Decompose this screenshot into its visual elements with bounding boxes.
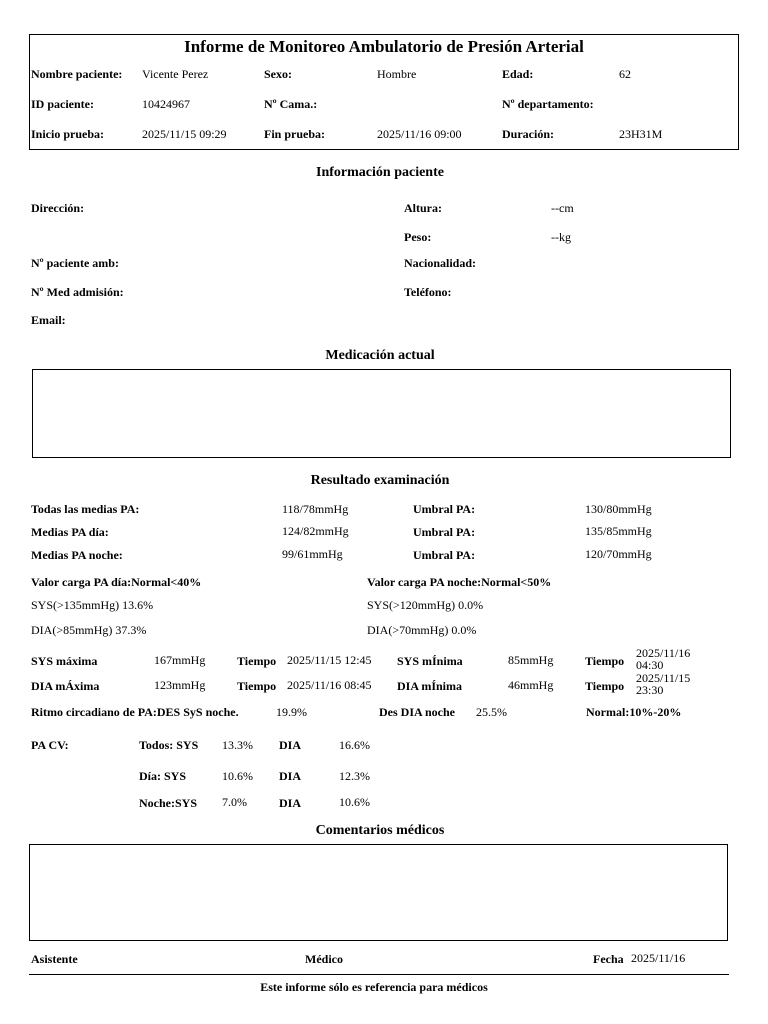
normal-range: Normal:10%-20% bbox=[586, 705, 682, 719]
bed-label: Nº Cama.: bbox=[264, 97, 318, 111]
dia-min-time: 2025/11/15 23:30 bbox=[636, 671, 691, 697]
patient-name-label: Nombre paciente: bbox=[31, 67, 123, 81]
weight-label: Peso: bbox=[404, 230, 432, 244]
cv-all-sys-label: Todos: SYS bbox=[139, 738, 199, 752]
des-dia-label: Des DIA noche bbox=[379, 705, 456, 719]
all-mean-value: 118/78mmHg bbox=[282, 502, 349, 516]
threshold-night-label: Umbral PA: bbox=[413, 548, 476, 562]
cv-night-sys-label: Noche:SYS bbox=[139, 796, 198, 810]
cv-day-sys-label: Día: SYS bbox=[139, 769, 187, 783]
start-label: Inicio prueba: bbox=[31, 127, 105, 141]
comments-box bbox=[29, 844, 728, 941]
dia-max-value: 123mmHg bbox=[154, 678, 206, 692]
results-title: Resultado examinación bbox=[310, 473, 450, 488]
date-value: 2025/11/16 bbox=[631, 951, 686, 965]
patient-name: Vicente Perez bbox=[142, 67, 209, 81]
sys-min-label: SYS mÍnima bbox=[397, 654, 463, 668]
duration-label: Duración: bbox=[502, 127, 554, 141]
medication-box bbox=[32, 369, 731, 458]
cv-day-sys-value: 10.6% bbox=[222, 769, 253, 783]
cv-night-sys-value: 7.0% bbox=[222, 795, 247, 809]
height-value: --cm bbox=[551, 201, 574, 215]
dia-min-value: 46mmHg bbox=[508, 678, 554, 692]
start-value: 2025/11/15 09:29 bbox=[142, 127, 227, 141]
dia-max-time: 2025/11/16 08:45 bbox=[287, 678, 372, 692]
comments-title: Comentarios médicos bbox=[315, 823, 445, 838]
phone-label: Teléfono: bbox=[404, 285, 452, 299]
date-label: Fecha bbox=[593, 952, 624, 966]
cv-all-sys-value: 13.3% bbox=[222, 738, 253, 752]
medication-title: Medicación actual bbox=[325, 348, 435, 363]
height-label: Altura: bbox=[404, 201, 442, 215]
sys-min-time-label: Tiempo bbox=[585, 654, 625, 668]
cv-day-dia-label: DIA bbox=[279, 769, 302, 783]
dia-min-time-label: Tiempo bbox=[585, 679, 625, 693]
cv-night-dia-label: DIA bbox=[279, 796, 302, 810]
day-sys-load: SYS(>135mmHg) 13.6% bbox=[31, 598, 154, 612]
dia-max-label: DIA mÁxima bbox=[31, 679, 100, 693]
sys-min-value: 85mmHg bbox=[508, 653, 554, 667]
cv-all-dia-value: 16.6% bbox=[339, 738, 370, 752]
night-sys-load: SYS(>120mmHg) 0.0% bbox=[367, 598, 484, 612]
cv-night-dia-value: 10.6% bbox=[339, 795, 370, 809]
threshold-night-value: 120/70mmHg bbox=[585, 547, 652, 561]
night-dia-load: DIA(>70mmHg) 0.0% bbox=[367, 623, 477, 637]
sex-label: Sexo: bbox=[264, 67, 292, 81]
sys-min-time: 2025/11/16 04:30 bbox=[636, 646, 691, 672]
patient-id-label: ID paciente: bbox=[31, 97, 94, 111]
threshold-day-label: Umbral PA: bbox=[413, 525, 476, 539]
night-mean-value: 99/61mmHg bbox=[282, 547, 343, 561]
sys-max-time-label: Tiempo bbox=[237, 654, 277, 668]
cv-day-dia-value: 12.3% bbox=[339, 769, 370, 783]
patient-id: 10424967 bbox=[142, 97, 190, 111]
day-mean-value: 124/82mmHg bbox=[282, 524, 349, 538]
department-label: Nº departamento: bbox=[502, 97, 594, 111]
night-load-label: Valor carga PA noche:Normal<50% bbox=[367, 575, 552, 589]
des-dia-value: 25.5% bbox=[476, 705, 507, 719]
amb-patient-label: Nº paciente amb: bbox=[31, 256, 119, 270]
footer-divider bbox=[29, 974, 729, 975]
age-value: 62 bbox=[619, 67, 631, 81]
dia-min-label: DIA mÍnima bbox=[397, 679, 463, 693]
sys-max-label: SYS máxima bbox=[31, 654, 98, 668]
weight-value: --kg bbox=[551, 230, 571, 244]
day-dia-load: DIA(>85mmHg) 37.3% bbox=[31, 623, 147, 637]
duration-value: 23H31M bbox=[619, 127, 663, 141]
threshold-all-label: Umbral PA: bbox=[413, 502, 476, 516]
doctor-label: Médico bbox=[305, 952, 343, 966]
sex-value: Hombre bbox=[377, 67, 417, 81]
threshold-day-value: 135/85mmHg bbox=[585, 524, 652, 538]
admission-label: Nº Med admisión: bbox=[31, 285, 124, 299]
threshold-all-value: 130/80mmHg bbox=[585, 502, 652, 516]
circadian-sys-value: 19.9% bbox=[276, 705, 307, 719]
nationality-label: Nacionalidad: bbox=[404, 256, 477, 270]
report-title: Informe de Monitoreo Ambulatorio de Presión Arterial bbox=[184, 37, 584, 56]
circadian-label: Ritmo circadiano de PA:DES SyS noche. bbox=[31, 705, 239, 719]
end-label: Fin prueba: bbox=[264, 127, 326, 141]
cv-label: PA CV: bbox=[31, 738, 69, 752]
patient-info-title: Información paciente bbox=[316, 165, 444, 180]
assistant-label: Asistente bbox=[31, 952, 78, 966]
day-mean-label: Medias PA día: bbox=[31, 525, 109, 539]
age-label: Edad: bbox=[502, 67, 534, 81]
sys-max-time: 2025/11/15 12:45 bbox=[287, 653, 372, 667]
all-mean-label: Todas las medias PA: bbox=[31, 502, 140, 516]
night-mean-label: Medias PA noche: bbox=[31, 548, 123, 562]
address-label: Dirección: bbox=[31, 201, 85, 215]
disclaimer: Este informe sólo es referencia para médicos bbox=[260, 980, 488, 994]
day-load-label: Valor carga PA día:Normal<40% bbox=[31, 575, 202, 589]
cv-all-dia-label: DIA bbox=[279, 738, 302, 752]
sys-max-value: 167mmHg bbox=[154, 653, 206, 667]
dia-max-time-label: Tiempo bbox=[237, 679, 277, 693]
email-label: Email: bbox=[31, 313, 66, 327]
end-value: 2025/11/16 09:00 bbox=[377, 127, 462, 141]
